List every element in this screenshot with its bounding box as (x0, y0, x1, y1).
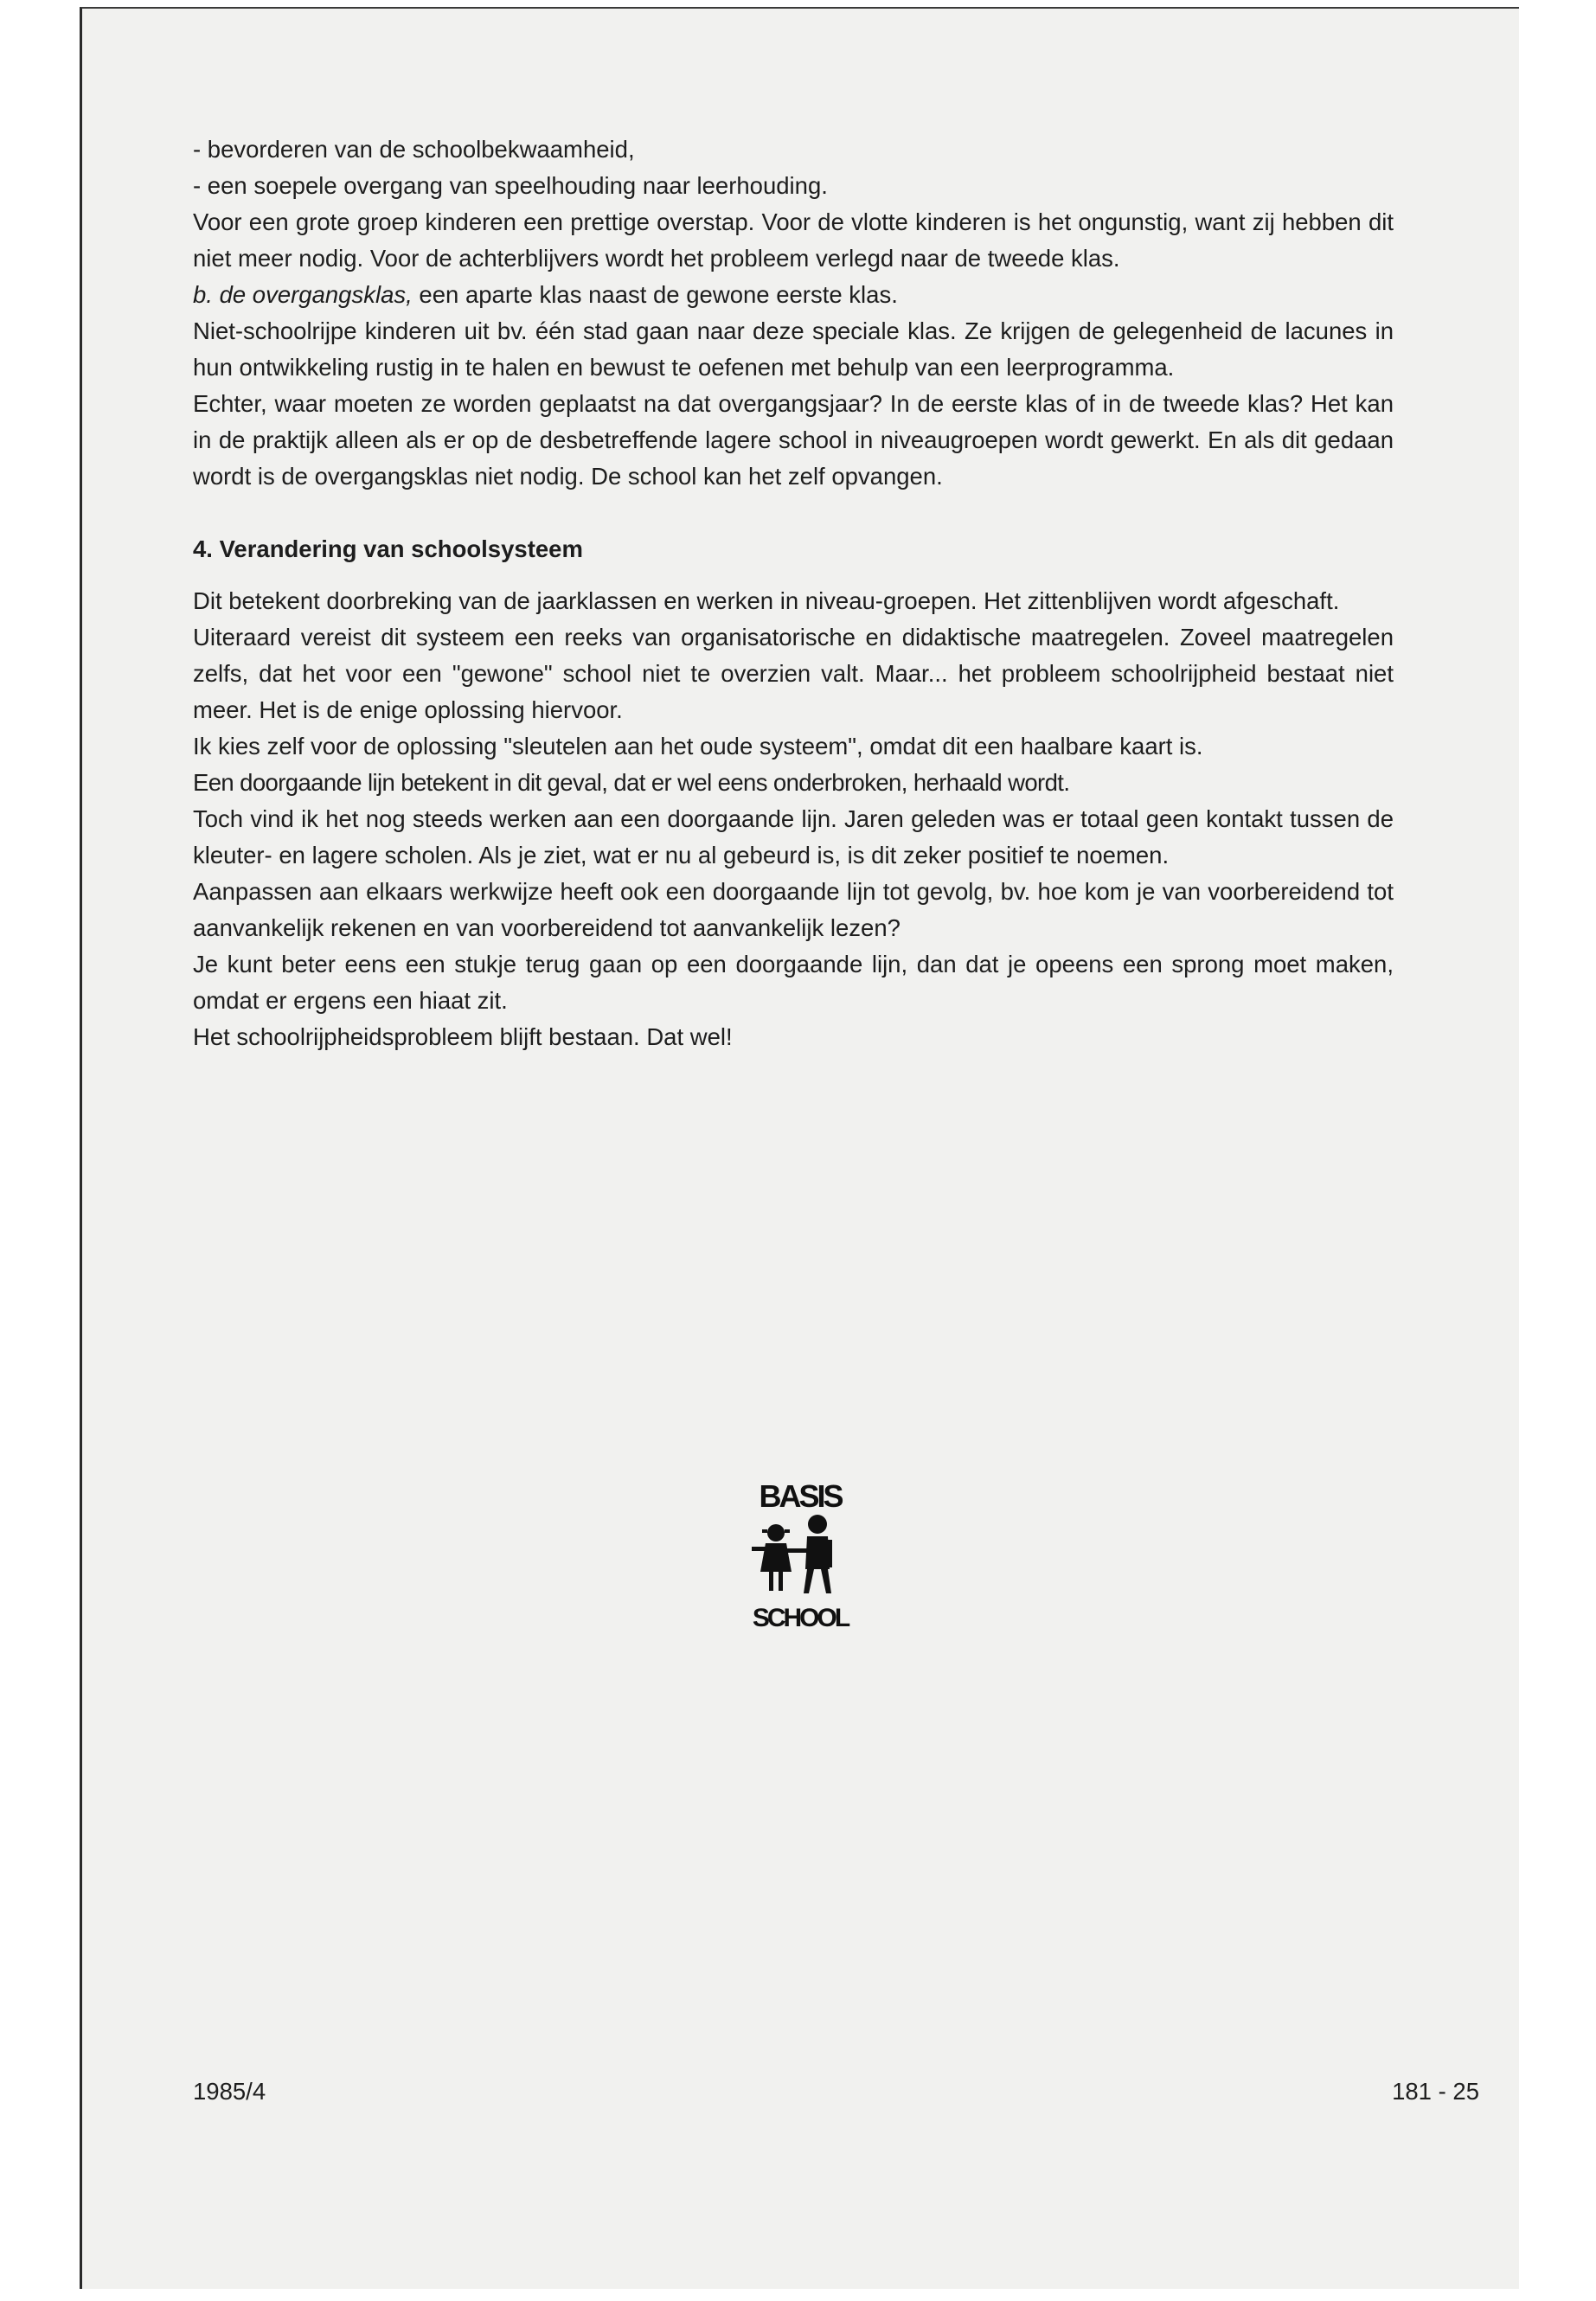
paragraph: Toch vind ik het nog steeds werken aan een doorgaande lijn. Jaren geleden was er totaal geen kontakt tussen de kleuter- en lagere scholen. Als je ziet, wat er nu al gebeurd is, is dit zeker positief te noemen. (193, 805, 1394, 868)
option-b-line (193, 277, 1394, 313)
section-spacer (193, 495, 1394, 531)
paragraph: Het schoolrijpheidsprobleem blijft bestaan. Dat wel! (193, 1023, 733, 1050)
paragraph: Je kunt beter eens een stukje terug gaan op een doorgaande lijn, dan dat je opeens een sprong moet maken, omdat er ergens een hiaat zit. (193, 951, 1394, 1014)
logo-top-text: BASIS (759, 1478, 842, 1514)
children-figures-icon (752, 1515, 832, 1593)
heading-spacer (193, 567, 1394, 583)
paragraph: Uiteraard vereist dit systeem een reeks van organisatorische en didaktische maatregelen. Zoveel maatregelen zelfs, dat het voor een "gewone" school niet te overzien valt. Maar... het probleem schoolrijpheid bestaat niet meer. Het is de enige oplossing hiervoor. (193, 624, 1394, 723)
basisschool-logo (731, 1472, 869, 1645)
option-b-label: b. de overgangsklas, (193, 281, 413, 308)
paragraph: Aanpassen aan elkaars werkwijze heeft ook een doorgaande lijn tot gevolg, bv. hoe kom je van voorbereidend tot aanvankelijk rekenen en van voorbereidend tot aanvankelijk lezen? (193, 878, 1394, 941)
section-heading: 4. Verandering van schoolsysteem (193, 535, 583, 562)
list-item: - een soepele overgang van speelhouding naar leerhouding. (193, 172, 828, 199)
logo-bottom-text: SCHOOL (752, 1604, 849, 1632)
option-b-text: een aparte klas naast de gewone eerste klas. (412, 281, 898, 308)
paragraph: Niet-schoolrijpe kinderen uit bv. één stad gaan naar deze speciale klas. Ze krijgen de gelegenheid de lacunes in hun ontwikkeling rustig in te halen en bewust te oefenen met behulp van een leerprogramma. (193, 317, 1394, 381)
article-body (193, 131, 1394, 1055)
page-number: 181 - 25 (1392, 2078, 1479, 2105)
issue-number: 1985/4 (193, 2078, 266, 2105)
paragraph: Dit betekent doorbreking van de jaarklassen en werken in niveau-groepen. Het zittenblijven wordt afgeschaft. (193, 587, 1340, 614)
paragraph: Echter, waar moeten ze worden geplaatst na dat overgangsjaar? In de eerste klas of in de tweede klas? Het kan in de praktijk alleen als er op de desbetreffende lagere school in niveaugroepen wordt gewerkt. En als dit gedaan wordt is de overgangsklas niet nodig. De school kan het zelf opvangen. (193, 390, 1394, 490)
document-page (80, 7, 1519, 2289)
paragraph: Voor een grote groep kinderen een prettige overstap. Voor de vlotte kinderen is het ongunstig, want zij hebben dit niet meer nodig. Voor de achterblijvers wordt het probleem verlegd naar de tweede klas. (193, 208, 1394, 272)
paragraph: Een doorgaande lijn betekent in dit geval, dat er wel eens onderbroken, herhaald wordt. (193, 769, 1070, 796)
list-item: - bevorderen van de schoolbekwaamheid, (193, 136, 635, 163)
paragraph: Ik kies zelf voor de oplossing "sleutelen aan het oude systeem", omdat dit een haalbare kaart is. (193, 733, 1203, 760)
